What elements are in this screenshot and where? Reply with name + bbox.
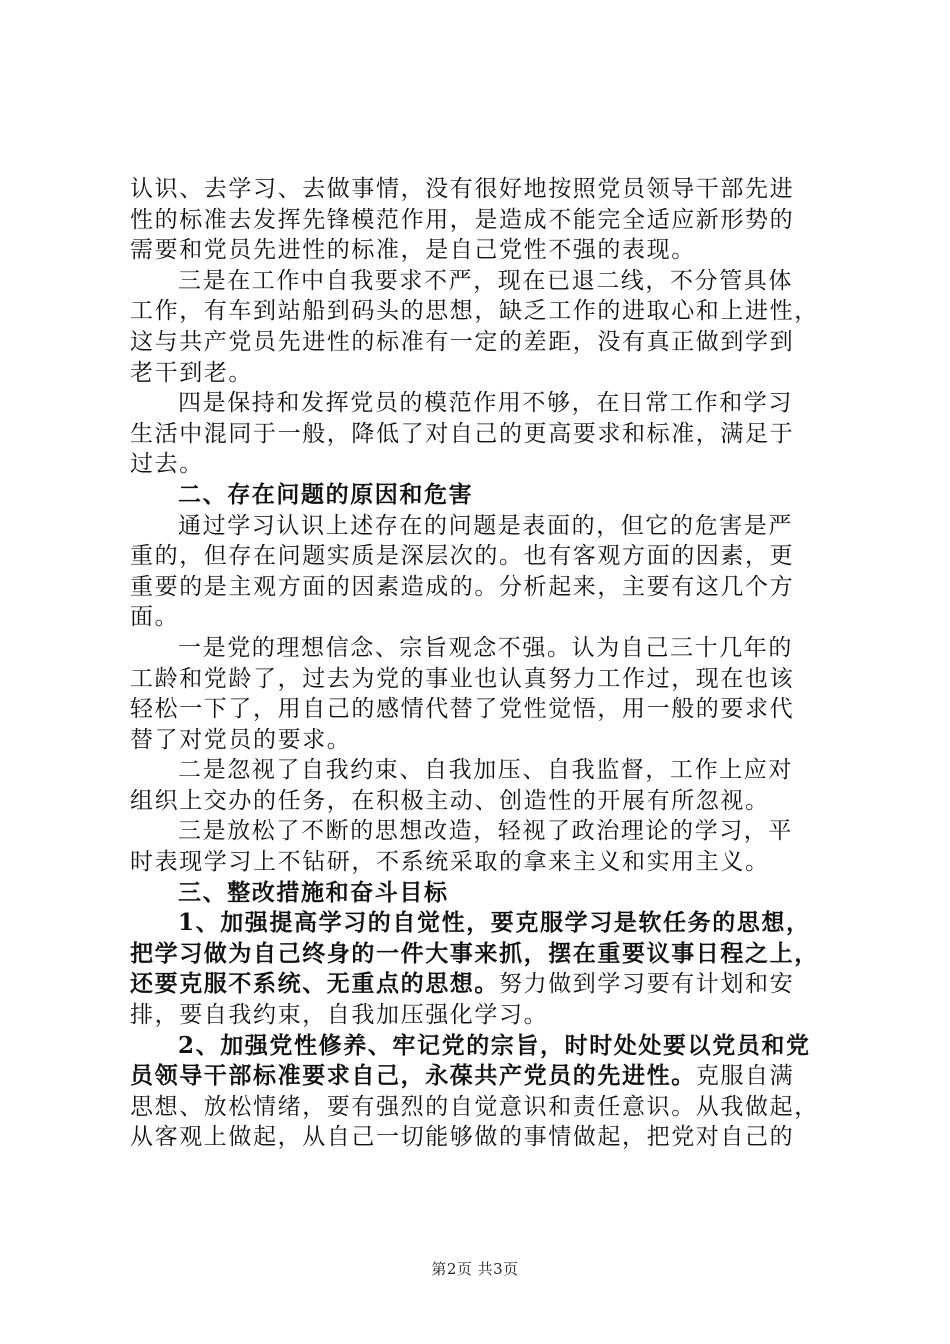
paragraph-line: 二是忽视了自我约束、自我加压、自我监督，工作上应对: [178, 757, 793, 784]
paragraph-line: 性的标准去发挥先锋模范作用，是造成不能完全适应新形势的: [130, 206, 795, 233]
paragraph-line: 认识、去学习、去做事情，没有很好地按照党员领导干部先进: [130, 176, 795, 202]
paragraph-line: 排，要自我约束，自我加压强化学习。: [130, 1002, 549, 1029]
paragraph-line: [130, 1061, 830, 1092]
paragraph-line: 三是放松了不断的思想改造，轻视了政治理论的学习，平: [178, 818, 793, 845]
paragraph-line: 这与共产党员先进性的标准有一定的差距，没有真正做到学到: [130, 328, 795, 355]
paragraph-line: 一是党的理想信念、宗旨观念不强。认为自己三十几年的: [178, 634, 793, 661]
paragraph-line: 思想、放松情绪，要有强烈的自觉意识和责任意识。从我做起，: [130, 1093, 819, 1120]
paragraph-line: 组织上交办的任务，在积极主动、创造性的开展有所忽视。: [130, 787, 770, 814]
paragraph-line: 把学习做为自己终身的一件大事来抓，摆在重要议事日程之上，: [130, 939, 819, 967]
paragraph-line: 轻松一下了，用自己的感情代替了党性觉悟，用一般的要求代: [130, 696, 795, 723]
paragraph-line: 需要和党员先进性的标准，是自己党性不强的表现。: [130, 237, 696, 264]
paragraph-line: 替了对党员的要求。: [130, 726, 352, 753]
paragraph-line: 重要的是主观方面的因素造成的。分析起来，主要有这几个方: [130, 573, 795, 600]
normal-segment: 克服自满: [695, 1063, 795, 1090]
paragraph-line: 时表现学习上不钻研，不系统采取的拿来主义和实用主义。: [130, 849, 770, 876]
paragraph-line: 重的，但存在问题实质是深层次的。也有客观方面的因素，更: [130, 543, 795, 570]
document-body: [130, 174, 830, 1153]
page-footer: 第2页 共3页: [431, 1260, 519, 1278]
section-heading: 三、整改措施和奋斗目标: [178, 878, 449, 906]
paragraph-line: 从客观上做起，从自己一切能够做的事情做起，把党对自己的: [130, 1124, 795, 1151]
paragraph-line: 生活中混同于一般，降低了对自己的更高要求和标准，满足于: [130, 420, 795, 447]
paragraph-line: 2、加强党性修养、牢记党的宗旨，时时处处要以党员和党: [178, 1031, 811, 1059]
normal-segment: 努力做到学习要有计划和安: [499, 971, 795, 998]
paragraph-line: 1、加强提高学习的自觉性，要克服学习是软任务的思想，: [178, 909, 811, 937]
section-heading: 二、存在问题的原因和危害: [178, 480, 474, 508]
paragraph-line: 三是在工作中自我要求不严，现在已退二线，不分管具体: [178, 267, 793, 294]
paragraph-line: 四是保持和发挥党员的模范作用不够，在日常工作和学习: [178, 390, 793, 417]
bold-segment: 还要克服不系统、无重点的思想。: [130, 970, 499, 998]
bold-segment: 员领导干部标准要求自己，永葆共产党员的先进性。: [130, 1062, 696, 1090]
paragraph-line: [130, 969, 830, 1000]
paragraph-line: 过去。: [130, 451, 204, 478]
paragraph-line: 工作，有车到站船到码头的思想，缺乏工作的进取心和上进性，: [130, 298, 819, 325]
paragraph-line: 工龄和党龄了，过去为党的事业也认真努力工作过，现在也该: [130, 665, 795, 692]
paragraph-line: 老干到老。: [130, 359, 253, 386]
paragraph-line: 面。: [130, 604, 180, 631]
paragraph-line: 通过学习认识上述存在的问题是表面的，但它的危害是严: [178, 512, 793, 539]
